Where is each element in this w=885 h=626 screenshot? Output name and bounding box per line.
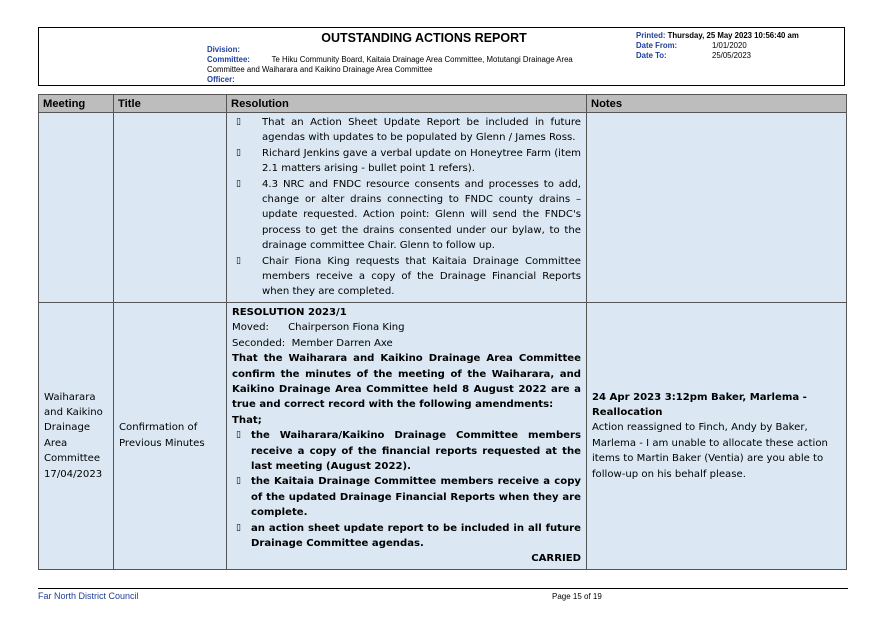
footer-council: Far North District Council xyxy=(38,591,139,601)
seconded-line: Seconded: Member Darren Axe xyxy=(232,337,393,349)
title-cell xyxy=(114,113,227,303)
list-item: ▯ 4.3 NRC and FNDC resource consents and processes to add, change or alter drains connecting to FNDC county drains – update requested. Action point: Glenn will send the FNDC's process to get the drains consented under our bylaw, to the drainage committee Chair. Glenn to follow up. xyxy=(232,177,581,254)
actions-table xyxy=(38,94,847,570)
committee-label: Committee: xyxy=(207,55,250,64)
column-header-notes: Notes xyxy=(587,95,847,113)
bullet-icon: ▯ xyxy=(236,476,241,487)
report-header xyxy=(38,27,845,86)
note-heading: 24 Apr 2023 3:12pm Baker, Marlema - Reallocation xyxy=(592,391,807,419)
list-item: ▯ the Kaitaia Drainage Committee members receive a copy of the updated Drainage Financial Reports when they are complete. xyxy=(232,474,581,520)
header-dates xyxy=(636,31,846,61)
table-header-row xyxy=(39,95,847,113)
bullet-icon: ▯ xyxy=(236,178,241,189)
footer-divider xyxy=(38,588,848,589)
moved-line: Moved: Chairperson Fiona King xyxy=(232,322,405,334)
list-item: ▯ That an Action Sheet Update Report be included in future agendas with updates to be populated by Glenn / James Ross. xyxy=(232,115,581,146)
officer-label: Officer: xyxy=(207,75,235,84)
date-from-label: Date From: xyxy=(636,41,678,50)
printed-label: Printed: xyxy=(636,31,666,40)
list-item: ▯ the Waiharara/Kaikino Drainage Committee members receive a copy of the financial reports requested at the last meeting (August 2022). xyxy=(232,428,581,474)
resolution-cell xyxy=(227,302,587,569)
list-item: ▯ Chair Fiona King requests that Kaitaia Drainage Committee members receive a copy of the Drainage Financial Reports when they are completed. xyxy=(232,254,581,300)
bullet-icon: ▯ xyxy=(236,117,241,127)
resolution-text: That the Waiharara and Kaikino Drainage Area Committee confirm the minutes of the meeting of the Waiharara, and Kaikino Drainage Area Committee held 8 August 2022 are a true and correct record with the following amendments: xyxy=(232,353,581,411)
division-label: Division: xyxy=(207,45,240,54)
meeting-cell xyxy=(39,113,114,303)
report-title: OUTSTANDING ACTIONS REPORT xyxy=(321,31,527,45)
resolution-heading: RESOLUTION 2023/1 xyxy=(232,306,347,318)
date-to-label: Date To: xyxy=(636,51,667,60)
note-text: Action reassigned to Finch, Andy by Baker, Marlema - I am unable to allocate these action items to Martin Baker (Ventia) are you able to follow-up on his behalf please. xyxy=(592,422,828,480)
meeting-cell: Waiharara and Kaikino Drainage Area Committee 17/04/2023 xyxy=(39,302,114,569)
notes-cell xyxy=(587,113,847,303)
list-item: ▯ Richard Jenkins gave a verbal update on Honeytree Farm (item 2.1 matters arising - bullet point 1 refers). xyxy=(232,146,581,177)
bullet-icon: ▯ xyxy=(236,430,241,441)
bullet-icon: ▯ xyxy=(236,147,241,158)
committee-value-2: Committee and Waiharara and Kaikino Drainage Area Committee xyxy=(207,65,433,74)
footer-page-number: Page 15 of 19 xyxy=(552,592,602,601)
title-cell: Confirmation of Previous Minutes xyxy=(114,302,227,569)
committee-value-1: Te Hiku Community Board, Kaitaia Drainage Area Committee, Motutangi Drainage Area xyxy=(271,55,573,64)
printed-value: Thursday, 25 May 2023 10:56:40 am xyxy=(667,31,799,40)
table-row xyxy=(39,113,847,303)
header-filters xyxy=(207,45,617,85)
date-to-value: 25/05/2023 xyxy=(712,51,752,60)
date-from-value: 1/01/2020 xyxy=(712,41,747,50)
that-line: That; xyxy=(232,414,262,426)
list-item: ▯ an action sheet update report to be included in all future Drainage Committee agendas. xyxy=(232,521,581,552)
column-header-title: Title xyxy=(114,95,227,113)
resolution-cell xyxy=(227,113,587,303)
column-header-meeting: Meeting xyxy=(39,95,114,113)
carried-label: CARRIED xyxy=(531,553,581,565)
notes-cell xyxy=(587,302,847,569)
column-header-resolution: Resolution xyxy=(227,95,587,113)
bullet-icon: ▯ xyxy=(236,255,241,266)
table-row xyxy=(39,302,847,569)
bullet-icon: ▯ xyxy=(236,522,241,533)
